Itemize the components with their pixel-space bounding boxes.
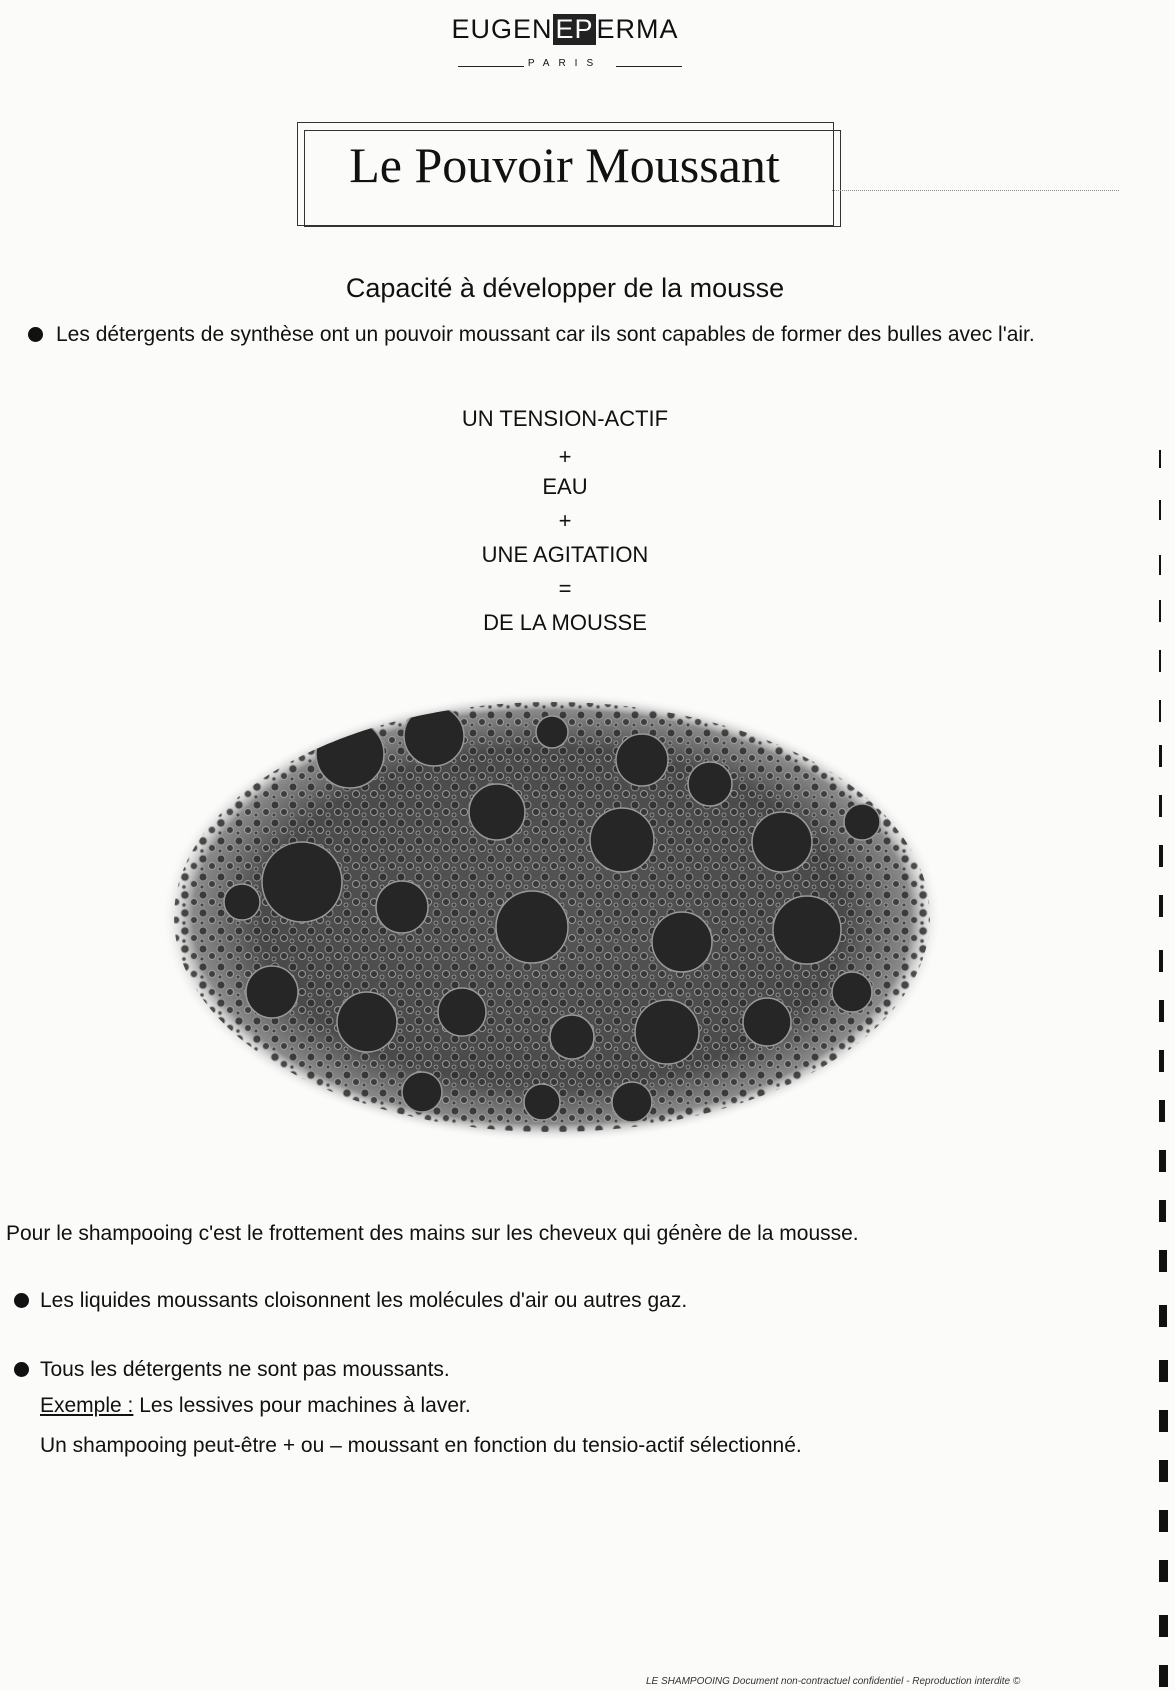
margin-mark <box>1159 845 1163 867</box>
margin-mark <box>1159 1250 1167 1272</box>
margin-mark <box>1159 1560 1168 1582</box>
margin-mark <box>1159 555 1161 575</box>
margin-mark <box>1159 600 1161 622</box>
logo-text-part1: EUGEN <box>451 14 553 44</box>
title-divider <box>832 190 1119 191</box>
margin-mark <box>1159 650 1161 672</box>
bullet-icon <box>28 327 43 342</box>
shampoo-note: Pour le shampooing c'est le frottement des mains sur les cheveux qui génère de la mousse. <box>6 1222 859 1245</box>
formula-plus-2: + <box>558 508 572 533</box>
logo-text-part2: EP <box>555 14 594 44</box>
margin-mark <box>1159 1150 1166 1172</box>
logo-text-part3: ERMA <box>596 14 679 44</box>
foam-bubbles-image <box>162 692 942 1142</box>
margin-mark <box>1159 1200 1166 1222</box>
formula-result: DE LA MOUSSE <box>483 610 647 635</box>
formula-plus-1: + <box>558 444 572 469</box>
page-title: Le Pouvoir Moussant <box>349 137 780 193</box>
bullet-item-2: Tous les détergents ne sont pas moussants. <box>40 1358 450 1381</box>
margin-mark <box>1159 1000 1164 1022</box>
margin-mark <box>1159 1050 1164 1072</box>
formula-equals: = <box>558 576 572 601</box>
margin-mark <box>1159 450 1161 468</box>
logo-rule-right <box>616 66 682 67</box>
margin-mark <box>1159 895 1163 917</box>
logo-city: PARIS <box>527 58 603 69</box>
formula-line-1: UN TENSION-ACTIF <box>461 406 669 431</box>
margin-mark <box>1159 1100 1165 1122</box>
margin-mark <box>1159 1460 1168 1482</box>
page-footer: LE SHAMPOOING Document non-contractuel confidentiel - Reproduction interdite © <box>646 1676 1021 1687</box>
margin-mark <box>1159 1305 1167 1327</box>
bullet-icon <box>14 1362 29 1377</box>
formula-line-3: UNE AGITATION <box>481 542 649 567</box>
margin-mark <box>1159 1510 1168 1532</box>
margin-mark <box>1159 1615 1168 1637</box>
bullet-icon <box>14 1293 29 1308</box>
margin-mark <box>1159 795 1162 817</box>
margin-mark <box>1159 1665 1168 1687</box>
brand-logo <box>0 14 1130 45</box>
page-subtitle: Capacité à développer de la mousse <box>345 273 785 303</box>
margin-mark <box>1159 1360 1168 1382</box>
margin-mark <box>1159 950 1163 972</box>
example-line <box>40 1393 471 1419</box>
formula-line-2: EAU <box>542 474 588 499</box>
margin-mark <box>1159 700 1161 722</box>
margin-mark <box>1159 745 1162 767</box>
bullet-item-1: Les liquides moussants cloisonnent les molécules d'air ou autres gaz. <box>40 1289 688 1312</box>
margin-mark <box>1159 500 1161 520</box>
example-text: Les lessives pour machines à laver. <box>133 1394 471 1417</box>
example-label: Exemple : <box>40 1394 134 1417</box>
closing-line: Un shampooing peut-être + ou – moussant en fonction du tensio-actif sélectionné. <box>40 1434 802 1457</box>
intro-bullet-text: Les détergents de synthèse ont un pouvoir moussant car ils sont capables de former des bulles avec l'air. <box>56 323 1035 346</box>
margin-mark <box>1159 1410 1168 1432</box>
